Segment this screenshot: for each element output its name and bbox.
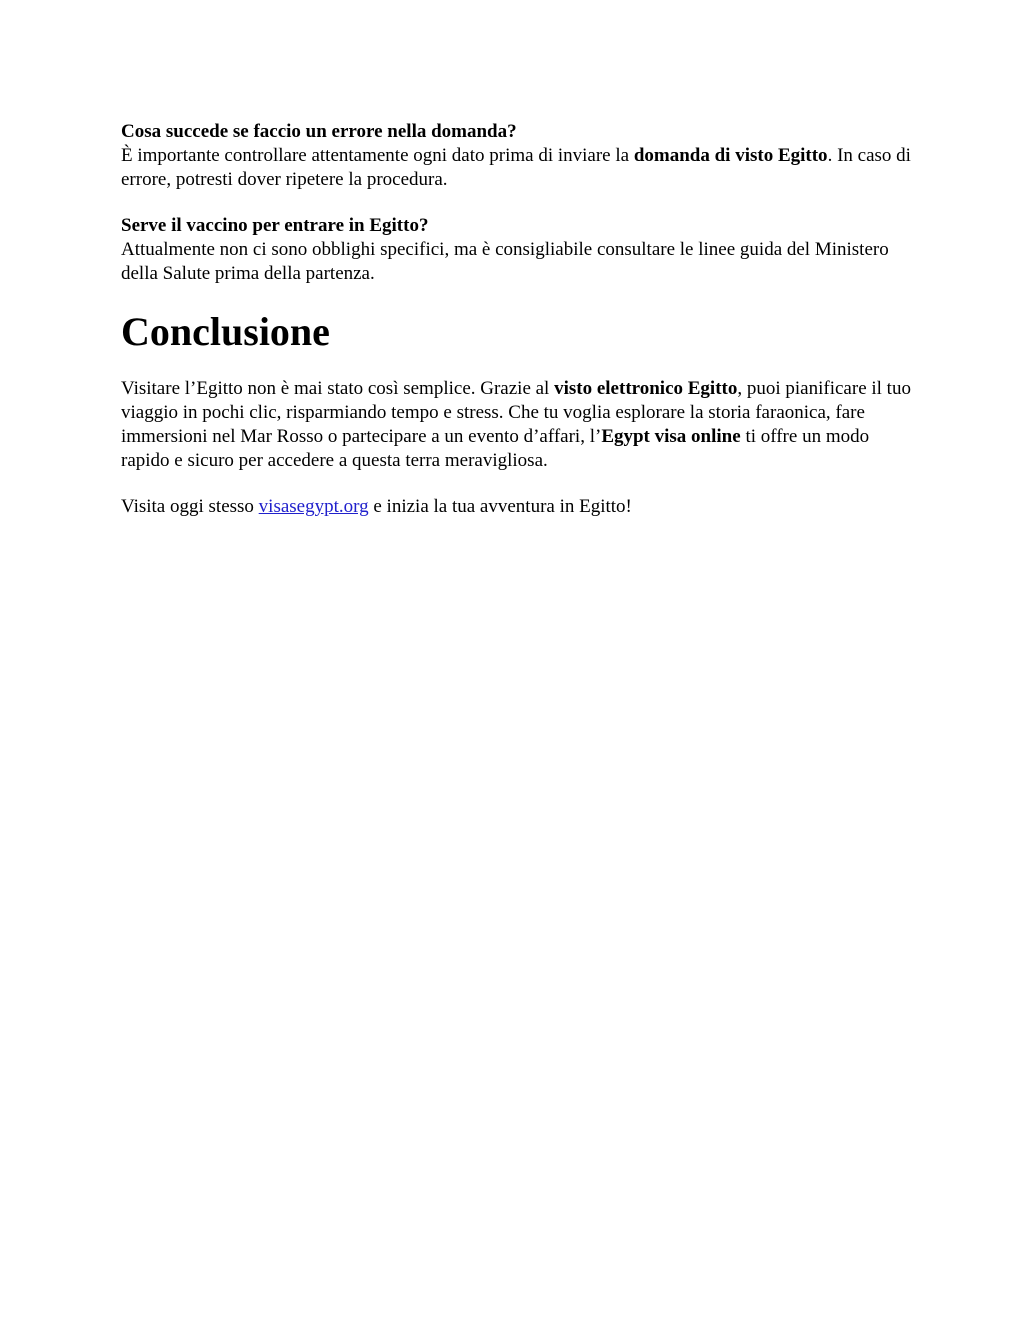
call-to-action-paragraph: [121, 495, 911, 519]
document-page: [121, 120, 911, 541]
paragraph-text: Visita oggi stesso: [121, 496, 259, 517]
faq-answer: [121, 144, 911, 192]
website-link[interactable]: visasegypt.org: [258, 496, 369, 517]
faq-item-vaccine: [121, 214, 911, 286]
answer-bold-text: domanda di visto Egitto: [633, 145, 828, 166]
paragraph-bold-text: Egypt visa online: [601, 426, 741, 447]
answer-text: . In caso di errore, potresti dover ripetere la procedura.: [121, 145, 911, 190]
paragraph-bold-text: visto elettronico Egitto: [554, 378, 738, 399]
faq-question: Serve il vaccino per entrare in Egitto?: [121, 215, 429, 236]
paragraph-text: e inizia la tua avventura in Egitto!: [368, 496, 632, 517]
answer-text: È importante controllare attentamente ogni dato prima di inviare la: [121, 145, 634, 166]
paragraph-text: , puoi pianificare il tuo viaggio in pochi clic, risparmiando tempo e stress. Che tu voglia esplorare la storia faraonica, fare immersioni nel Mar Rosso o partecipare a un evento d’affari, l’: [121, 378, 911, 447]
section-heading-conclusion: Conclusione: [121, 309, 330, 354]
paragraph-text: ti offre un modo rapido e sicuro per accedere a questa terra meravigliosa.: [121, 426, 870, 471]
conclusion-paragraph: [121, 377, 911, 473]
faq-item-error: [121, 120, 911, 192]
paragraph-text: Visitare l’Egitto non è mai stato così semplice. Grazie al: [121, 378, 555, 399]
faq-answer: Attualmente non ci sono obblighi specifici, ma è consigliabile consultare le linee guida del Ministero della Salute prima della partenza.: [121, 239, 889, 284]
faq-question: Cosa succede se faccio un errore nella domanda?: [121, 121, 517, 142]
